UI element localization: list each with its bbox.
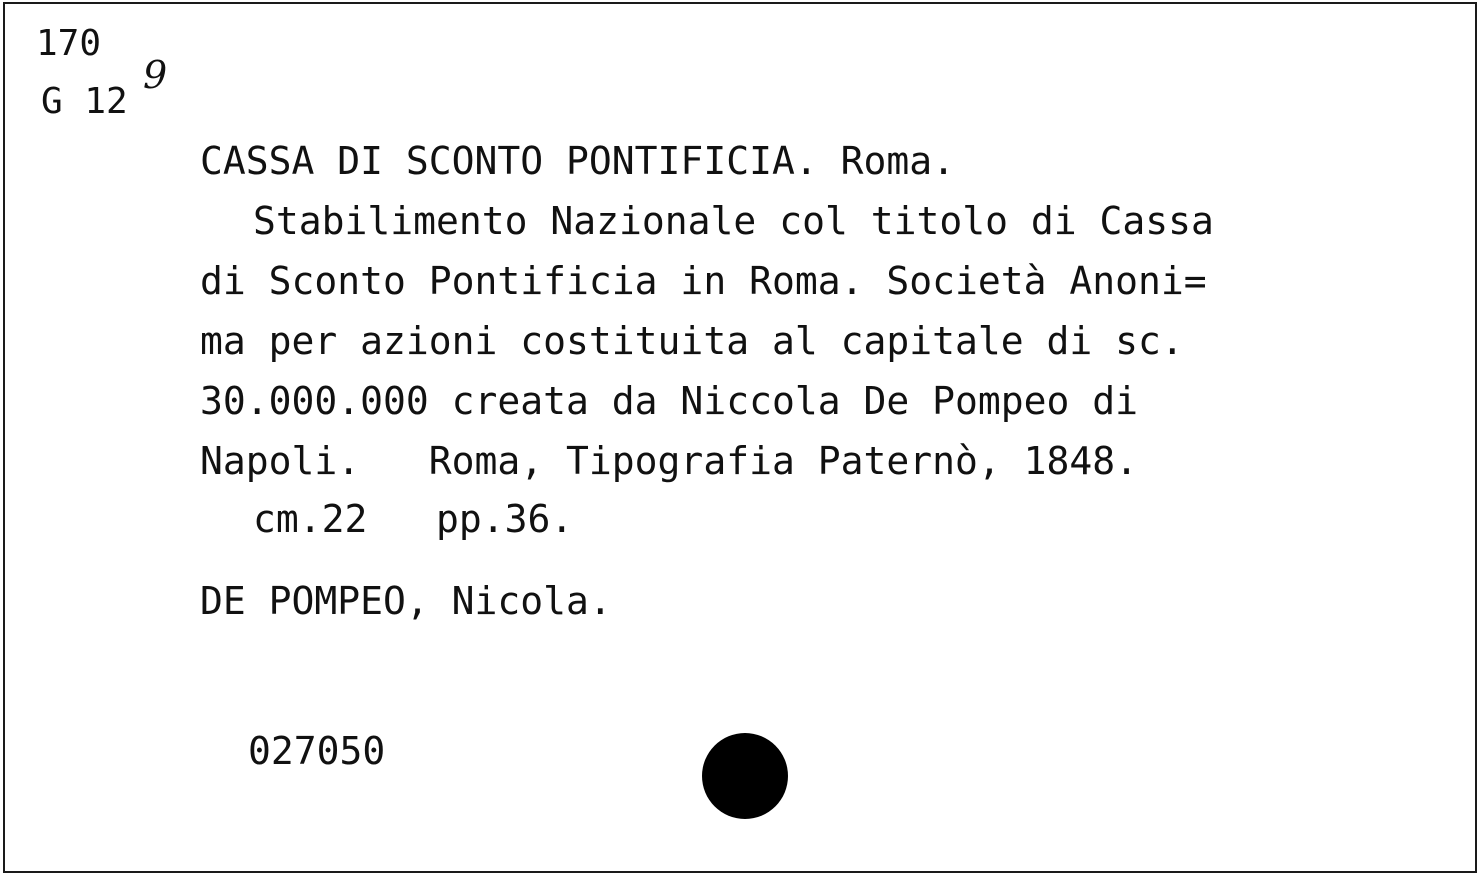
call-number-line1: 170 (36, 23, 102, 64)
description-line-3: ma per azioni costituita al capitale di sc. (200, 319, 1184, 363)
call-number-superscript: 9 (143, 53, 168, 97)
description-line-2: di Sconto Pontificia in Roma. Società Anoni= (200, 259, 1207, 303)
call-number-line2: G 12 (41, 81, 128, 122)
catalog-card (3, 2, 1477, 873)
description-line-1: Stabilimento Nazionale col titolo di Cassa (253, 199, 1214, 243)
added-entry: DE POMPEO, Nicola. (200, 579, 612, 623)
description-line-4: 30.000.000 creata da Niccola De Pompeo di (200, 379, 1138, 423)
imprint-line: Napoli. Roma, Tipografia Paternò, 1848. (200, 439, 1138, 483)
card-number: 027050 (248, 729, 386, 773)
punch-hole (702, 733, 788, 819)
main-heading: CASSA DI SCONTO PONTIFICIA. Roma. (200, 139, 955, 183)
collation-line: cm.22 pp.36. (253, 497, 574, 541)
